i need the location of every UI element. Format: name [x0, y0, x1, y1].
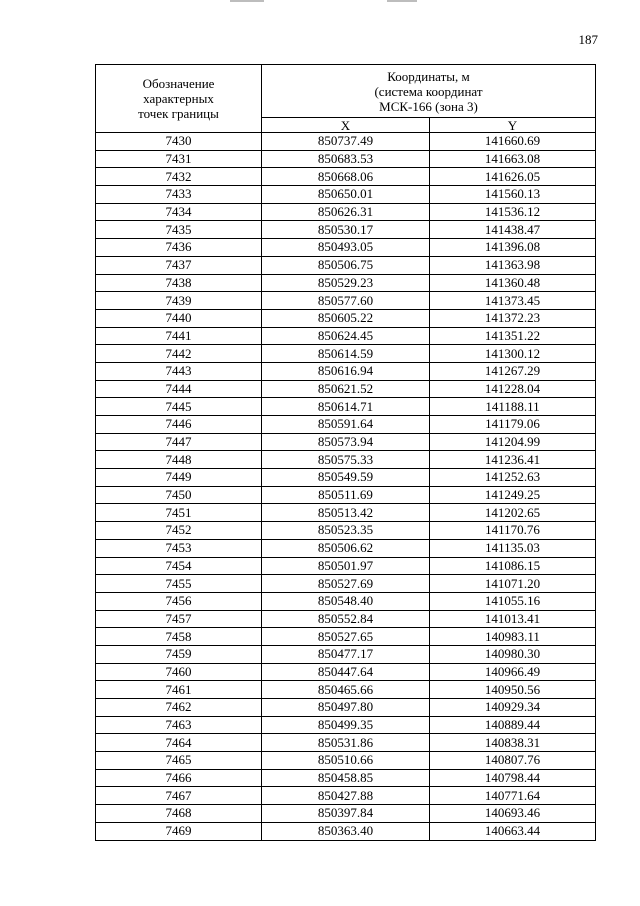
- x-coordinate-cell: 850616.94: [262, 362, 430, 380]
- table-row: [96, 592, 596, 610]
- y-coordinate-cell: 140950.56: [430, 681, 596, 699]
- x-coordinate-cell: 850650.01: [262, 186, 430, 204]
- point-id-cell: 7445: [96, 398, 262, 416]
- y-coordinate-cell: 141373.45: [430, 292, 596, 310]
- point-id-cell: 7458: [96, 628, 262, 646]
- table-row: [96, 451, 596, 469]
- table-row: [96, 734, 596, 752]
- table-row: [96, 663, 596, 681]
- y-coordinate-cell: 141438.47: [430, 221, 596, 239]
- x-coordinate-cell: 850548.40: [262, 592, 430, 610]
- table-row: [96, 380, 596, 398]
- table-row: [96, 787, 596, 805]
- x-coordinate-cell: 850605.22: [262, 309, 430, 327]
- point-id-cell: 7437: [96, 256, 262, 274]
- y-coordinate-cell: 141300.12: [430, 345, 596, 363]
- y-coordinate-cell: 140889.44: [430, 716, 596, 734]
- table-row: [96, 752, 596, 770]
- point-label-header: [96, 65, 262, 133]
- point-id-cell: 7438: [96, 274, 262, 292]
- point-id-cell: 7461: [96, 681, 262, 699]
- y-coordinate-cell: 141249.25: [430, 486, 596, 504]
- x-coordinate-cell: 850497.80: [262, 699, 430, 717]
- point-id-cell: 7463: [96, 716, 262, 734]
- table-row: [96, 309, 596, 327]
- point-id-cell: 7464: [96, 734, 262, 752]
- table-row: [96, 327, 596, 345]
- table-row: [96, 769, 596, 787]
- table-row: [96, 256, 596, 274]
- point-id-cell: 7449: [96, 469, 262, 487]
- table-row: [96, 486, 596, 504]
- y-coordinate-cell: 141663.08: [430, 150, 596, 168]
- table-row: [96, 716, 596, 734]
- point-id-cell: 7460: [96, 663, 262, 681]
- x-coordinate-cell: 850614.71: [262, 398, 430, 416]
- y-coordinate-cell: 140983.11: [430, 628, 596, 646]
- x-coordinate-cell: 850552.84: [262, 610, 430, 628]
- y-coordinate-cell: 141252.63: [430, 469, 596, 487]
- table-row: [96, 203, 596, 221]
- table-header: [96, 65, 596, 133]
- table-row: [96, 150, 596, 168]
- x-coordinate-cell: 850465.66: [262, 681, 430, 699]
- y-coordinate-cell: 140929.34: [430, 699, 596, 717]
- x-coordinate-cell: 850614.59: [262, 345, 430, 363]
- top-scan-mark: [387, 0, 417, 2]
- table-row: [96, 168, 596, 186]
- table-row: [96, 805, 596, 823]
- x-coordinate-cell: 850523.35: [262, 522, 430, 540]
- point-id-cell: 7444: [96, 380, 262, 398]
- point-id-cell: 7456: [96, 592, 262, 610]
- table-row: [96, 628, 596, 646]
- point-id-cell: 7447: [96, 433, 262, 451]
- y-coordinate-cell: 140807.76: [430, 752, 596, 770]
- table-row: [96, 699, 596, 717]
- point-id-cell: 7446: [96, 416, 262, 434]
- table-row: [96, 274, 596, 292]
- table-row: [96, 239, 596, 257]
- point-id-cell: 7454: [96, 557, 262, 575]
- page-number: 187: [578, 32, 598, 47]
- x-coordinate-cell: 850549.59: [262, 469, 430, 487]
- x-coordinate-cell: 850493.05: [262, 239, 430, 257]
- x-coordinate-cell: 850591.64: [262, 416, 430, 434]
- x-coordinate-cell: 850447.64: [262, 663, 430, 681]
- table-row: [96, 133, 596, 151]
- point-id-cell: 7440: [96, 309, 262, 327]
- x-coordinate-cell: 850506.62: [262, 539, 430, 557]
- table-body: [96, 133, 596, 841]
- x-coordinate-cell: 850530.17: [262, 221, 430, 239]
- coords-label-line: МСК-166 (зона 3): [379, 98, 478, 114]
- top-scan-mark: [230, 0, 264, 2]
- x-coordinate-cell: 850527.65: [262, 628, 430, 646]
- point-id-cell: 7451: [96, 504, 262, 522]
- x-coordinate-cell: 850531.86: [262, 734, 430, 752]
- x-coordinate-cell: 850527.69: [262, 575, 430, 593]
- x-coordinate-cell: 850577.60: [262, 292, 430, 310]
- point-id-cell: 7469: [96, 822, 262, 840]
- y-coordinate-cell: 141267.29: [430, 362, 596, 380]
- point-id-cell: 7433: [96, 186, 262, 204]
- point-id-cell: 7442: [96, 345, 262, 363]
- y-coordinate-cell: 141360.48: [430, 274, 596, 292]
- y-coordinate-cell: 141626.05: [430, 168, 596, 186]
- point-label-line: характерных: [143, 91, 214, 106]
- x-coordinate-cell: 850510.66: [262, 752, 430, 770]
- table-row: [96, 610, 596, 628]
- y-coordinate-cell: 141351.22: [430, 327, 596, 345]
- coords-label-line: (система координат: [374, 83, 483, 99]
- table-row: [96, 539, 596, 557]
- point-label-line: Обозначение: [142, 76, 215, 91]
- y-coordinate-cell: 141071.20: [430, 575, 596, 593]
- y-coordinate-cell: 141170.76: [430, 522, 596, 540]
- point-id-cell: 7431: [96, 150, 262, 168]
- x-coordinate-cell: 850363.40: [262, 822, 430, 840]
- y-coordinate-cell: 140838.31: [430, 734, 596, 752]
- x-coordinate-cell: 850624.45: [262, 327, 430, 345]
- x-coordinate-cell: 850683.53: [262, 150, 430, 168]
- point-id-cell: 7432: [96, 168, 262, 186]
- y-coordinate-cell: 141202.65: [430, 504, 596, 522]
- y-column-header: Y: [430, 118, 596, 133]
- table-row: [96, 186, 596, 204]
- point-id-cell: 7455: [96, 575, 262, 593]
- point-label-line: точек границы: [138, 106, 219, 121]
- table-row: [96, 575, 596, 593]
- table-row: [96, 292, 596, 310]
- y-coordinate-cell: 141560.13: [430, 186, 596, 204]
- point-id-cell: 7434: [96, 203, 262, 221]
- table-row: [96, 221, 596, 239]
- coordinates-table: [95, 64, 596, 841]
- x-coordinate-cell: 850529.23: [262, 274, 430, 292]
- table-row: [96, 345, 596, 363]
- y-coordinate-cell: 141372.23: [430, 309, 596, 327]
- x-column-header: X: [262, 118, 430, 133]
- coordinates-group-header: [262, 65, 596, 118]
- x-coordinate-cell: 850573.94: [262, 433, 430, 451]
- point-id-cell: 7441: [96, 327, 262, 345]
- x-coordinate-cell: 850511.69: [262, 486, 430, 504]
- x-coordinate-cell: 850513.42: [262, 504, 430, 522]
- table-row: [96, 645, 596, 663]
- y-coordinate-cell: 140663.44: [430, 822, 596, 840]
- y-coordinate-cell: 141086.15: [430, 557, 596, 575]
- point-id-cell: 7452: [96, 522, 262, 540]
- table-row: [96, 433, 596, 451]
- point-id-cell: 7459: [96, 645, 262, 663]
- y-coordinate-cell: 141536.12: [430, 203, 596, 221]
- y-coordinate-cell: 141013.41: [430, 610, 596, 628]
- point-id-cell: 7448: [96, 451, 262, 469]
- x-coordinate-cell: 850575.33: [262, 451, 430, 469]
- coords-label-line: Координаты, м: [387, 68, 470, 84]
- point-id-cell: 7467: [96, 787, 262, 805]
- table-row: [96, 362, 596, 380]
- point-id-cell: 7465: [96, 752, 262, 770]
- x-coordinate-cell: 850397.84: [262, 805, 430, 823]
- point-id-cell: 7466: [96, 769, 262, 787]
- x-coordinate-cell: 850506.75: [262, 256, 430, 274]
- y-coordinate-cell: 141228.04: [430, 380, 596, 398]
- x-coordinate-cell: 850737.49: [262, 133, 430, 151]
- point-id-cell: 7457: [96, 610, 262, 628]
- x-coordinate-cell: 850501.97: [262, 557, 430, 575]
- y-coordinate-cell: 141660.69: [430, 133, 596, 151]
- table-row: [96, 681, 596, 699]
- y-coordinate-cell: 141055.16: [430, 592, 596, 610]
- point-id-cell: 7450: [96, 486, 262, 504]
- table-row: [96, 557, 596, 575]
- table-row: [96, 822, 596, 840]
- point-id-cell: 7435: [96, 221, 262, 239]
- y-coordinate-cell: 140966.49: [430, 663, 596, 681]
- y-coordinate-cell: 141179.06: [430, 416, 596, 434]
- point-id-cell: 7436: [96, 239, 262, 257]
- x-coordinate-cell: 850668.06: [262, 168, 430, 186]
- table-row: [96, 469, 596, 487]
- y-coordinate-cell: 140771.64: [430, 787, 596, 805]
- x-coordinate-cell: 850458.85: [262, 769, 430, 787]
- y-coordinate-cell: 140980.30: [430, 645, 596, 663]
- table-row: [96, 398, 596, 416]
- y-coordinate-cell: 141135.03: [430, 539, 596, 557]
- point-id-cell: 7453: [96, 539, 262, 557]
- x-coordinate-cell: 850427.88: [262, 787, 430, 805]
- point-id-cell: 7430: [96, 133, 262, 151]
- y-coordinate-cell: 141188.11: [430, 398, 596, 416]
- point-id-cell: 7443: [96, 362, 262, 380]
- point-id-cell: 7462: [96, 699, 262, 717]
- y-coordinate-cell: 141396.08: [430, 239, 596, 257]
- y-coordinate-cell: 140798.44: [430, 769, 596, 787]
- y-coordinate-cell: 140693.46: [430, 805, 596, 823]
- point-id-cell: 7468: [96, 805, 262, 823]
- table-row: [96, 504, 596, 522]
- point-id-cell: 7439: [96, 292, 262, 310]
- x-coordinate-cell: 850499.35: [262, 716, 430, 734]
- table-row: [96, 416, 596, 434]
- y-coordinate-cell: 141236.41: [430, 451, 596, 469]
- y-coordinate-cell: 141363.98: [430, 256, 596, 274]
- table-row: [96, 522, 596, 540]
- x-coordinate-cell: 850626.31: [262, 203, 430, 221]
- x-coordinate-cell: 850621.52: [262, 380, 430, 398]
- x-coordinate-cell: 850477.17: [262, 645, 430, 663]
- y-coordinate-cell: 141204.99: [430, 433, 596, 451]
